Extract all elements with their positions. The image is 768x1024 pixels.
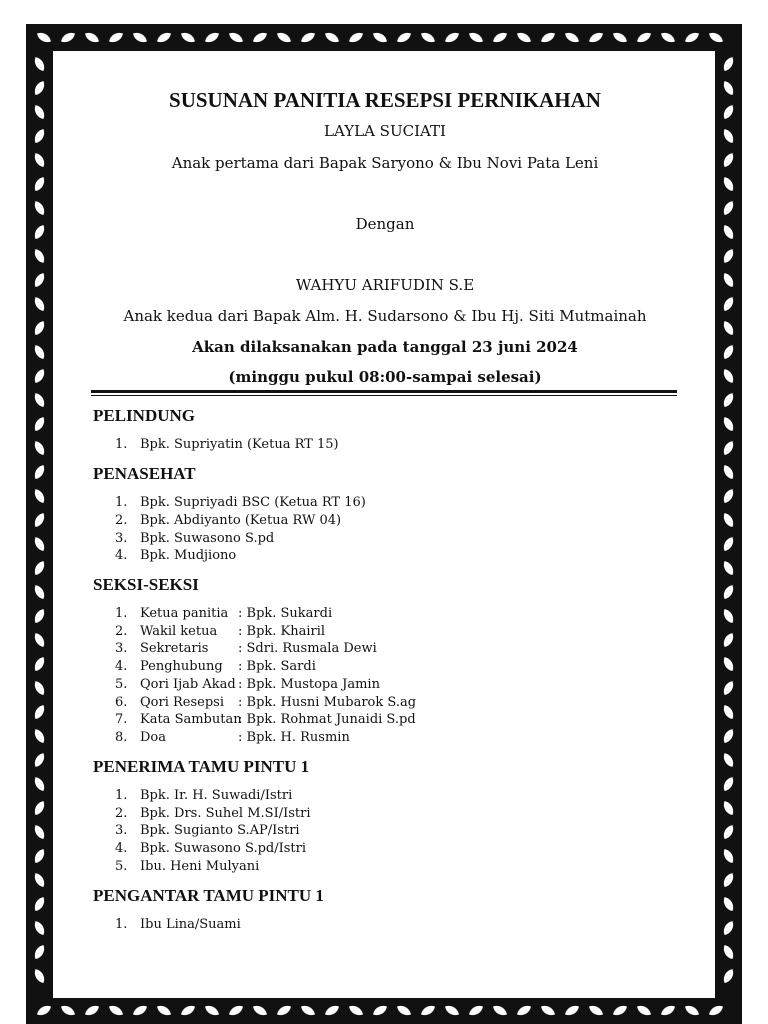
item-role: Sekretaris xyxy=(140,641,209,656)
item-role: Ketua panitia xyxy=(140,606,229,621)
item-role: Kata Sambutan xyxy=(140,712,242,727)
divider-thick xyxy=(91,390,677,393)
item-role: Wakil ketua xyxy=(140,624,218,639)
item-number: 1. xyxy=(115,437,128,452)
item-number: 6. xyxy=(115,695,128,710)
list-item xyxy=(115,823,300,838)
item-number: 2. xyxy=(115,624,128,639)
item-number: 5. xyxy=(115,859,128,874)
item-number: 4. xyxy=(115,841,128,856)
groom-parents: Anak kedua dari Bapak Alm. H. Sudarsono & Ibu Hj. Siti Mutmainah xyxy=(123,307,647,325)
list-item xyxy=(115,624,325,639)
item-number: 2. xyxy=(115,513,128,528)
event-date: Akan dilaksanakan pada tanggal 23 juni 2024 xyxy=(192,338,578,356)
list-item xyxy=(115,548,236,563)
item-text: Bpk. Supriyatin (Ketua RT 15) xyxy=(140,437,339,452)
item-number: 3. xyxy=(115,531,128,546)
item-text: Bpk. Supriyadi BSC (Ketua RT 16) xyxy=(140,495,366,510)
item-text: Bpk. Drs. Suhel M.SI/Istri xyxy=(140,806,311,821)
item-text: Ibu Lina/Suami xyxy=(140,917,241,932)
item-text: Bpk. Sugianto S.AP/Istri xyxy=(140,823,300,838)
item-name: : Bpk. H. Rusmin xyxy=(238,730,350,745)
item-text: Ibu. Heni Mulyani xyxy=(140,859,260,874)
list-item xyxy=(115,641,377,656)
list-item xyxy=(115,806,311,821)
bride-name: LAYLA SUCIATI xyxy=(324,122,446,140)
document-title: SUSUNAN PANITIA RESEPSI PERNIKAHAN xyxy=(169,88,601,112)
item-name: : Bpk. Rohmat Junaidi S.pd xyxy=(238,712,416,727)
item-text: Bpk. Ir. H. Suwadi/Istri xyxy=(140,788,293,803)
item-number: 1. xyxy=(115,788,128,803)
list-item xyxy=(115,437,339,452)
connector-text: Dengan xyxy=(355,215,415,233)
list-item xyxy=(115,659,316,674)
item-number: 7. xyxy=(115,712,128,727)
section-heading-penerima: PENERIMA TAMU PINTU 1 xyxy=(93,757,310,776)
list-item xyxy=(115,917,241,932)
document-page xyxy=(55,50,715,1000)
item-text: Bpk. Suwasono S.pd xyxy=(140,531,275,546)
item-text: Bpk. Suwasono S.pd/Istri xyxy=(140,841,307,856)
item-role: Qori Resepsi xyxy=(140,695,224,710)
list-item xyxy=(115,531,274,546)
list-item xyxy=(115,730,350,745)
item-name: : Bpk. Sardi xyxy=(238,659,316,674)
list-item xyxy=(115,859,259,874)
list-item xyxy=(115,513,341,528)
item-text: Bpk. Abdiyanto (Ketua RW 04) xyxy=(140,513,342,528)
item-number: 2. xyxy=(115,806,128,821)
item-role: Doa xyxy=(140,730,166,745)
item-name: : Bpk. Sukardi xyxy=(238,606,333,621)
list-item xyxy=(115,788,292,803)
event-time: (minggu pukul 08:00-sampai selesai) xyxy=(228,368,542,386)
item-name: : Bpk. Khairil xyxy=(238,624,326,639)
section-heading-seksi: SEKSI-SEKSI xyxy=(93,575,199,594)
item-role: Qori Ijab Akad xyxy=(140,677,236,692)
item-number: 1. xyxy=(115,606,128,621)
item-number: 1. xyxy=(115,917,128,932)
section-heading-penasehat: PENASEHAT xyxy=(93,464,196,483)
section-heading-pelindung: PELINDUNG xyxy=(93,406,196,425)
item-role: Penghubung xyxy=(140,659,223,674)
list-item xyxy=(115,712,416,727)
item-number: 8. xyxy=(115,730,128,745)
item-text: Bpk. Mudjiono xyxy=(140,548,237,563)
list-item xyxy=(115,606,332,621)
list-item xyxy=(115,495,366,510)
groom-name: WAHYU ARIFUDIN S.E xyxy=(295,276,475,294)
item-number: 4. xyxy=(115,659,128,674)
divider-thin xyxy=(91,395,677,396)
section-heading-pengantar: PENGANTAR TAMU PINTU 1 xyxy=(93,886,324,905)
item-name: : Bpk. Mustopa Jamin xyxy=(238,677,380,692)
item-number: 3. xyxy=(115,823,128,838)
list-item xyxy=(115,677,380,692)
item-name: : Sdri. Rusmala Dewi xyxy=(238,641,377,656)
item-number: 3. xyxy=(115,641,128,656)
item-number: 4. xyxy=(115,548,128,563)
item-number: 5. xyxy=(115,677,128,692)
item-number: 1. xyxy=(115,495,128,510)
bride-parents: Anak pertama dari Bapak Saryono & Ibu Novi Pata Leni xyxy=(171,154,599,172)
list-item xyxy=(115,695,416,710)
item-name: : Bpk. Husni Mubarok S.ag xyxy=(238,695,417,710)
list-item xyxy=(115,841,306,856)
